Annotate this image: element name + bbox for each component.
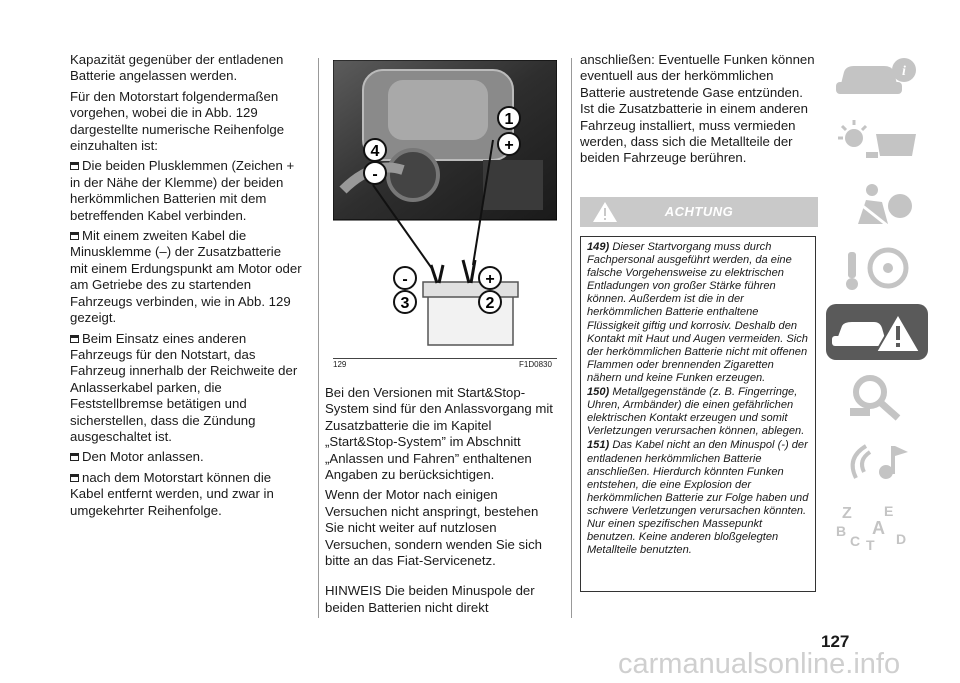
warning-item-number: 151)	[587, 439, 610, 452]
svg-text:i: i	[902, 64, 906, 79]
figure-label: 1	[504, 111, 514, 128]
steering-key-icon	[826, 240, 928, 296]
warning-item-text: Dieser Startvorgang muss durch Fachpersonal ausgeführt werden, da eine falsche Vorgehensweise zu elektrischen Entladungen von großer Stärke führen können. Außerdem ist die in der herkömmlichen Batterie enthaltene Flüssigkeit giftig und korrosiv. Deshalb den Kontakt mit Haut und Augen vermeiden. Sich der herkömmlichen Batterie nicht mit offenen Flammen oder brennenden Zigaretten nähern und keine Funken erzeugen.	[587, 241, 808, 384]
chapter-tabs	[826, 48, 928, 560]
tab-index[interactable]	[826, 496, 928, 552]
dashboard-lights-icon	[826, 112, 928, 168]
paragraph: anschließen: Eventuelle Funken können eventuell aus der herkömmlichen Batterie austretende Gase entzünden. Ist die Zusatzbatterie in einem anderen Fahrzeug installiert, muss vermieden werden, dass sich die Metallteile der beiden Fahrzeuge berühren.	[580, 52, 815, 166]
text-column-1	[70, 52, 302, 523]
warning-item	[587, 241, 809, 385]
warning-item	[587, 386, 809, 438]
airbag-safety-icon	[826, 176, 928, 232]
tab-service[interactable]	[826, 368, 928, 424]
paragraph: Wenn der Motor nach einigen Versuchen nicht anspringt, bestehen Sie nicht weiter auf nutzlosen Versuchen, sondern wenden Sie sich bitte an das Fiat-Servicenetz.	[325, 487, 543, 569]
list-item-text: nach dem Motorstart können die Kabel entfernt werden, und zwar in umgekehrter Reihenfolge.	[70, 469, 274, 518]
figure-label: +	[504, 137, 514, 154]
bullet-icon	[70, 474, 79, 482]
figure-code: F1D0830	[519, 360, 552, 369]
index-icon	[826, 496, 928, 552]
text-column-3	[580, 52, 818, 171]
list-item-text: Mit einem zweiten Kabel die Minusklemme (–) der Zusatzbatterie mit einem Erdungspunkt am Motor oder am Getriebe des zu startenden Fahrzeugs verbinden, wie in Abb. 129 gezeigt.	[70, 228, 302, 326]
tab-dashboard-lights[interactable]	[826, 112, 928, 168]
multimedia-icon	[826, 432, 928, 488]
tab-car-info[interactable]	[826, 48, 928, 104]
figure-caption-rule	[333, 358, 557, 359]
index-letter: E	[884, 503, 894, 519]
tab-starting-driving[interactable]	[826, 240, 928, 296]
car-info-icon	[826, 48, 928, 104]
figure-label: -	[402, 271, 408, 288]
tab-emergency[interactable]	[826, 304, 928, 360]
warning-item-number: 150)	[587, 386, 610, 399]
figure-number: 129	[333, 360, 347, 369]
column-divider	[318, 58, 319, 618]
warning-item-text: Das Kabel nicht an den Minuspol (-) der entladenen herkömmlichen Batterie anschließen. Hierdurch könnten Funken entstehen, die eine Explosion der herkömmlichen Batterie zur Folge haben und schwere Verletzungen verursachen könnten. Nur einen spezifischen Massepunkt benutzen. Keine anderen bloßgelegten Metallteile benutzten.	[587, 439, 809, 557]
column-divider	[571, 58, 572, 618]
warning-header	[580, 197, 818, 227]
list-item-text: Den Motor anlassen.	[82, 449, 204, 465]
list-item	[70, 331, 302, 446]
bullet-icon	[70, 162, 79, 170]
index-letter: A	[872, 518, 885, 538]
list-item-text: Beim Einsatz eines anderen Fahrzeugs für den Notstart, das Fahrzeug innerhalb der Reichweite der Anlasserkabel parken, die Feststellbremse betätigen und sicherstellen, dass die Zündung ausgeschaltet ist.	[70, 330, 298, 444]
figure-label: -	[372, 166, 378, 183]
index-letter: B	[836, 523, 847, 539]
list-item	[70, 470, 302, 519]
page-number: 127	[821, 632, 850, 651]
bullet-icon	[70, 232, 79, 240]
engine-battery-illustration	[333, 60, 557, 355]
figure-label: 2	[485, 295, 495, 312]
jump-start-figure	[333, 60, 557, 355]
list-item	[70, 228, 302, 326]
warning-item-text: Metallgegenstände (z. B. Fingerringe, Uhren, Armbänder) die einen gefährlichen elektrischen Kontakt erzeugen und somit Verletzungen verursachen können, ablegen.	[587, 386, 805, 438]
bullet-icon	[70, 335, 79, 343]
paragraph: Kapazität gegenüber der entladenen Batterie angelassen werden.	[70, 52, 284, 84]
list-item	[70, 449, 302, 465]
emergency-icon	[826, 304, 928, 360]
warning-item	[587, 439, 809, 557]
index-letter: Z	[842, 505, 852, 522]
watermark: carmanualsonline.info	[618, 648, 901, 680]
figure-label: 3	[400, 295, 410, 312]
index-letter: C	[850, 533, 861, 549]
text-column-2	[325, 385, 557, 620]
index-letter: D	[896, 531, 907, 547]
paragraph: Für den Motorstart folgendermaßen vorgehen, wobei die in Abb. 129 dargestellte numerische Reihenfolge einzuhalten ist:	[70, 88, 285, 154]
paragraph: Bei den Versionen mit Start&Stop-System sind für den Anlassvorgang mit Zusatzbatterie die im Kapitel „Start&Stop-System” im Abschnitt „Anlassen und Fahren” enthaltenen Angaben zu berücksichtigen.	[325, 385, 553, 483]
service-tools-icon	[826, 368, 928, 424]
tab-safety[interactable]	[826, 176, 928, 232]
bullet-icon	[70, 453, 79, 461]
paragraph-note: HINWEIS Die beiden Minuspole der beiden Batterien nicht direkt	[325, 583, 535, 615]
tab-multimedia[interactable]	[826, 432, 928, 488]
figure-label: +	[485, 271, 495, 288]
index-letter: T	[866, 537, 875, 552]
list-item	[70, 158, 302, 224]
figure-label: 4	[370, 143, 380, 160]
list-item-text: Die beiden Plusklemmen (Zeichen + in der Nähe der Klemme) der beiden herkömmlichen Batterien mit dem betreffenden Kabel verbinden.	[70, 158, 295, 223]
warning-title: ACHTUNG	[664, 204, 734, 219]
warning-box	[580, 236, 816, 592]
warning-item-number: 149)	[587, 241, 610, 253]
